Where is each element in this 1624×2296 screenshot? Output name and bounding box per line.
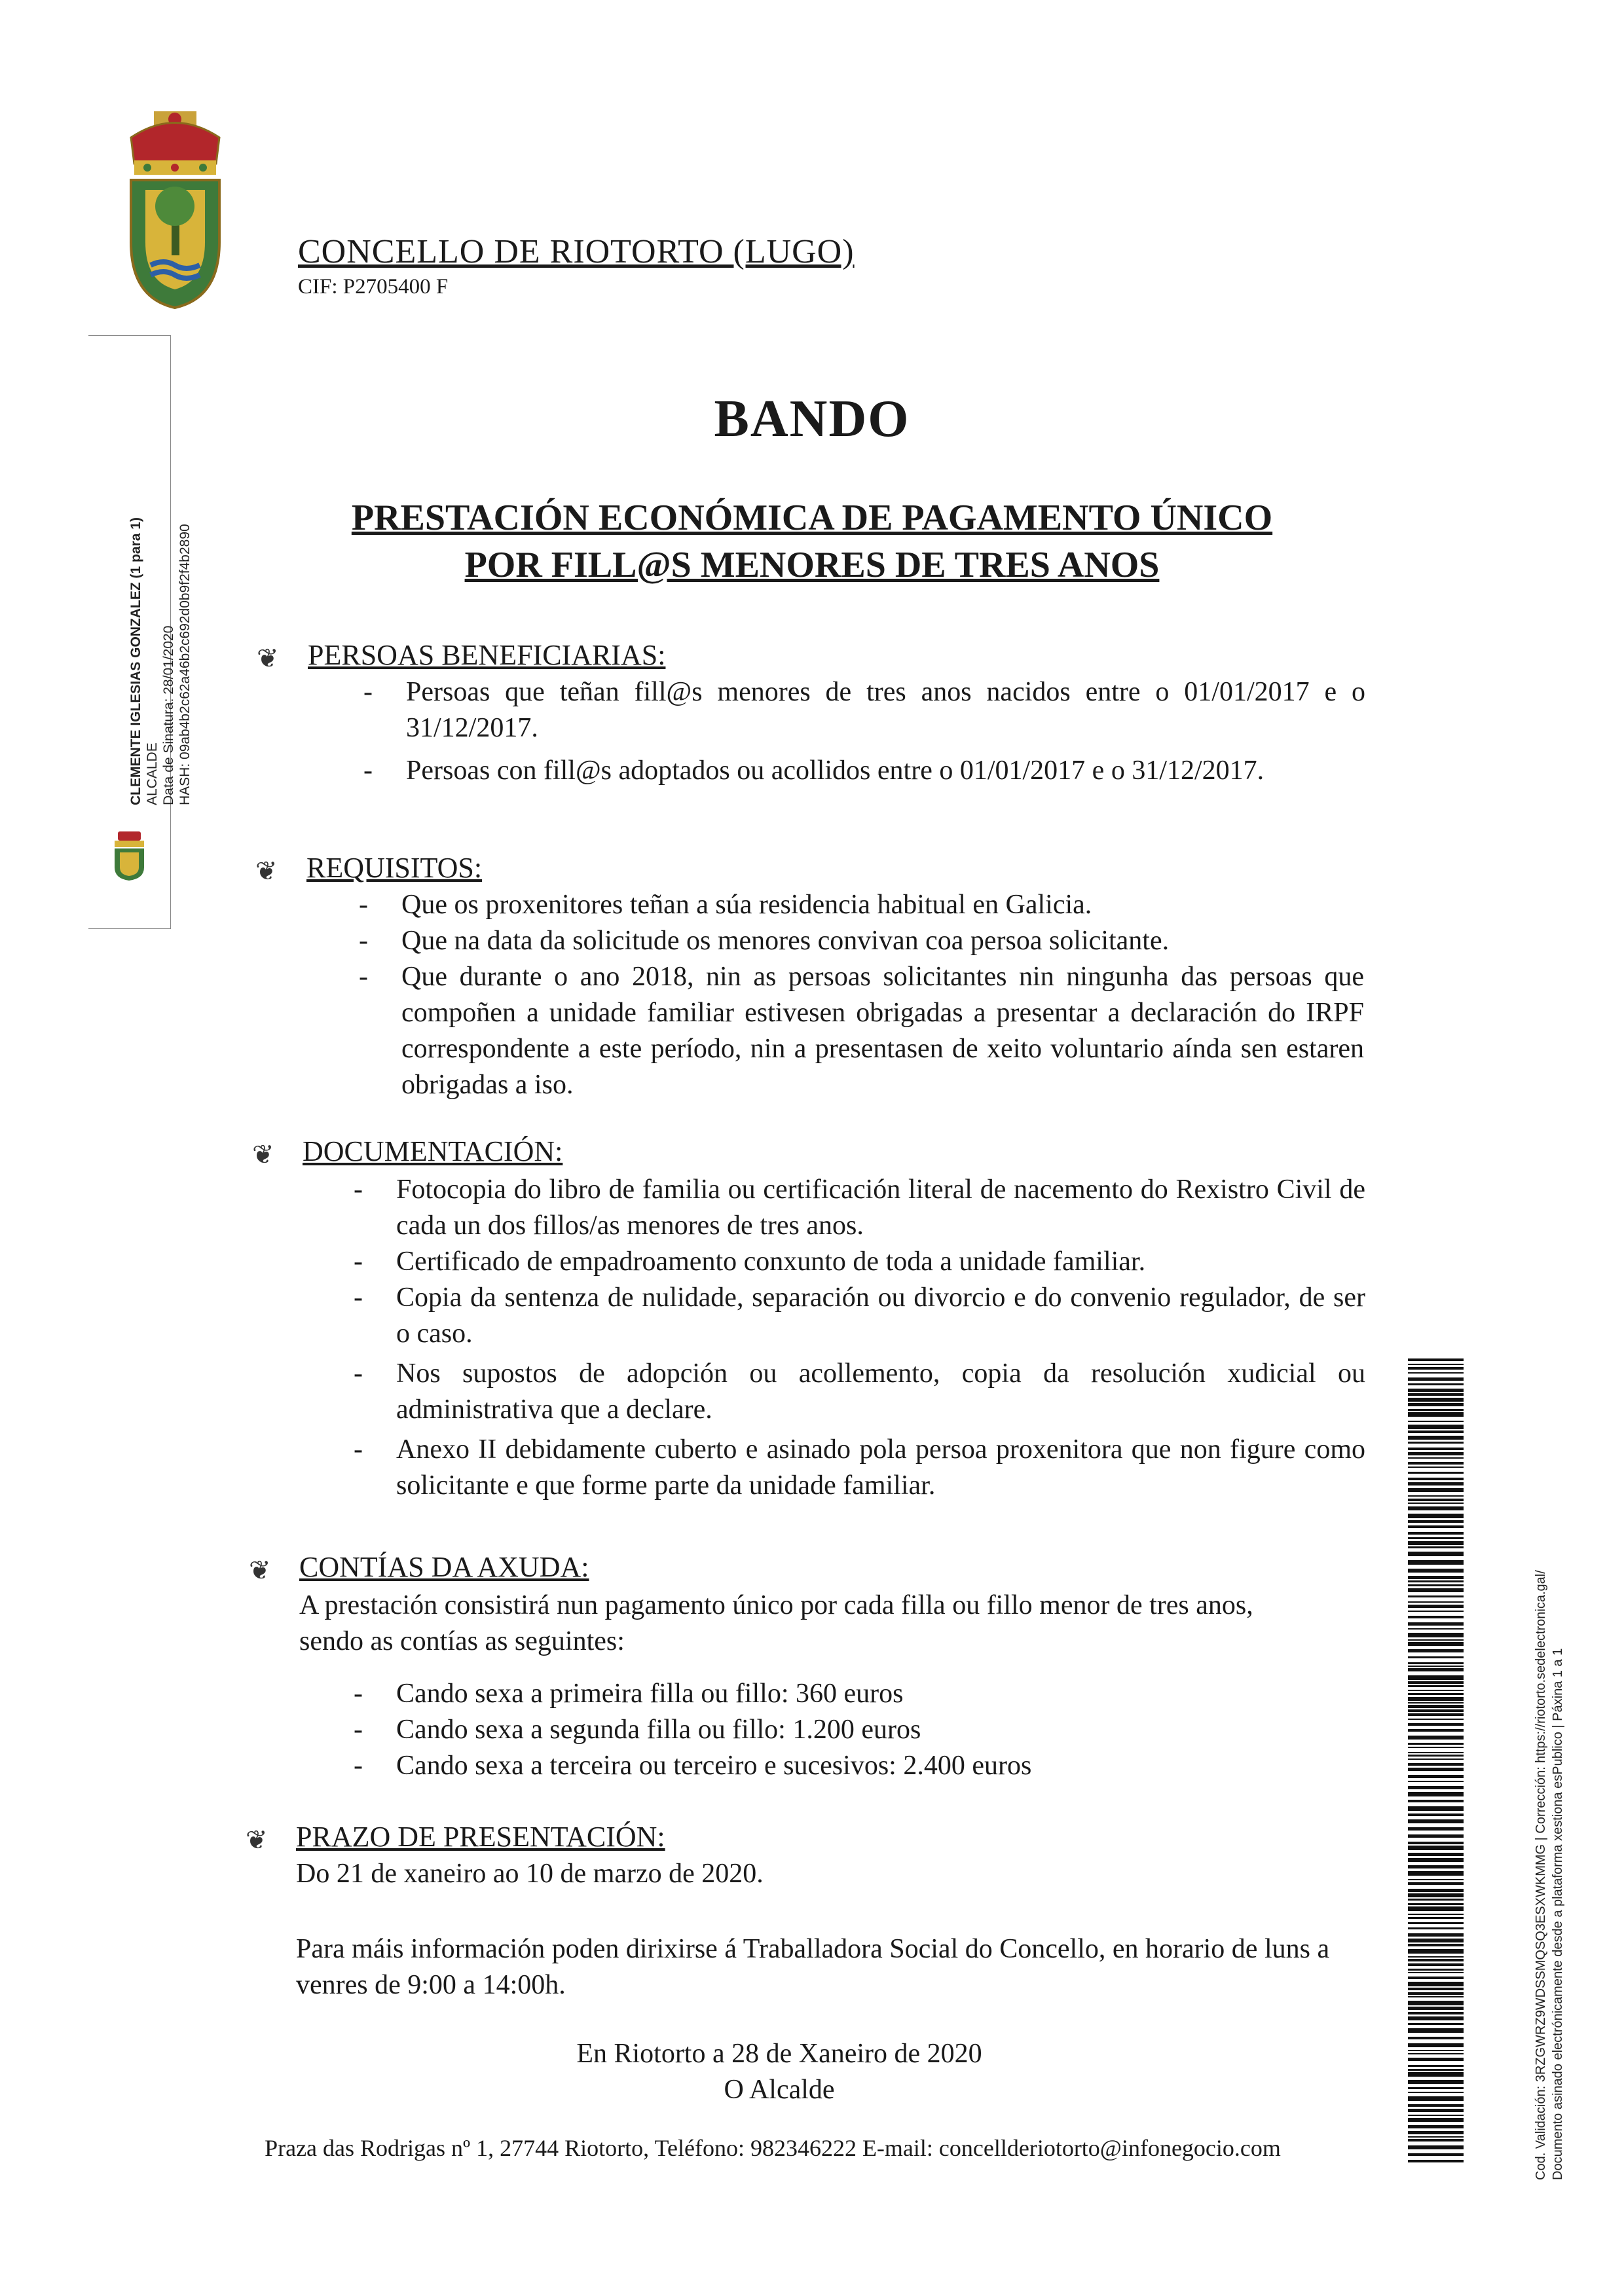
barcode-bar [1408, 1702, 1464, 1704]
barcode-bar [1408, 1988, 1464, 1990]
list-item: - Cando sexa a terceira ou terceiro e sucesivos: 2.400 euros [354, 1748, 1362, 1784]
barcode-bar [1408, 1403, 1464, 1406]
barcode-bar [1408, 1499, 1464, 1501]
barcode-bar [1408, 1452, 1464, 1455]
barcode-bar [1408, 1642, 1464, 1646]
barcode-bar [1408, 2065, 1464, 2067]
list-item: - Persoas con fill@s adoptados ou acollidos entre o 01/01/2017 e o 31/12/2017. [363, 753, 1365, 789]
subtitle-line-1: PRESTACIÓN ECONÓMICA DE PAGAMENTO ÚNICO [351, 498, 1273, 538]
barcode-bar [1408, 1377, 1464, 1381]
barcode-bar [1408, 1842, 1464, 1844]
footer-address: Praza das Rodrigas nº 1, 27744 Riotorto, Teléfono: 982346222 E-mail: concellderiotorto@infonegocio.com [265, 2135, 1281, 2161]
barcode-bar [1408, 2007, 1464, 2010]
barcode-bar [1408, 1569, 1464, 1573]
barcode-bar [1408, 1482, 1464, 1485]
barcode-bar [1408, 2145, 1464, 2149]
barcode-bar [1408, 1719, 1464, 1720]
list-item: - Que os proxenitores teñan a súa residencia habitual en Galicia. [359, 887, 1364, 923]
barcode-bar [1408, 1448, 1464, 1450]
barcode-bar [1408, 2109, 1464, 2112]
barcode-bar [1408, 1879, 1464, 1880]
barcode-bar [1408, 1383, 1464, 1385]
barcode-bar [1408, 1906, 1464, 1911]
barcode-bar [1408, 1537, 1464, 1539]
barcode-bar [1408, 1685, 1464, 1687]
list-item: - Persoas que teñan fill@s menores de tres anos nacidos entre o 01/01/2017 e o 31/12/2017. [363, 674, 1365, 746]
list-item: - Nos supostos de adopción ou acollemento, copia da resolución xudicial ou administrativa que a declare. [354, 1356, 1365, 1428]
barcode-bar [1408, 1899, 1464, 1901]
barcode-bar [1408, 1747, 1464, 1748]
barcode-bar [1408, 1819, 1464, 1823]
barcode-bar [1408, 2096, 1464, 2101]
barcode-bar [1408, 1622, 1464, 1626]
barcode-bar [1408, 1584, 1464, 1586]
list-item: - Anexo II debidamente cuberto e asinado pola persoa proxenitora que non figure como solicitante e que forme parte da unidade familiar. [354, 1432, 1365, 1504]
municipal-crest [118, 111, 232, 311]
barcode-bar [1408, 1425, 1464, 1429]
list-item: - Cando sexa a segunda filla ou fillo: 1.200 euros [354, 1712, 1362, 1748]
barcode-bar [1408, 1560, 1464, 1565]
barcode-bar [1408, 2115, 1464, 2116]
barcode-bar [1408, 1656, 1464, 1658]
barcode-bar [1408, 1576, 1464, 1579]
validation-line-1: Cod. Validación: 3RZGWRZ9WDSSMQSQ3ESXWKMMG | Corrección: https://riotorto.sedelectronica.gal/ [1534, 1570, 1548, 2180]
contias-intro: A prestación consistirá nun pagamento único por cada filla ou fillo menor de tres anos, sendo as contías as seguintes: [299, 1590, 1253, 1656]
signature-role: ALCALDE [145, 742, 160, 805]
section-heading-beneficiarias: PERSOAS BENEFICIARIAS: [308, 639, 666, 671]
barcode-bar [1408, 1503, 1464, 1504]
barcode-bar [1408, 1781, 1464, 1782]
barcode-bar [1408, 1786, 1464, 1789]
barcode-bar [1408, 1662, 1464, 1664]
barcode-bar [1408, 1758, 1464, 1760]
list-item: - Copia da sentenza de nulidade, separación ou divorcio e do convenio regulador, de ser o caso. [354, 1280, 1365, 1352]
barcode-bar [1408, 1917, 1464, 1919]
barcode-bar [1408, 1532, 1464, 1535]
barcode-bar [1408, 1367, 1464, 1370]
barcode-bar [1408, 1393, 1464, 1396]
prazo-dates: Do 21 de xaneiro ao 10 de marzo de 2020. [296, 1859, 764, 1889]
signature-date: Data de Sinatura: 28/01/2020 [161, 625, 176, 805]
barcode-bar [1408, 1409, 1464, 1411]
organization-title: CONCELLO DE RIOTORTO (LUGO) [298, 233, 855, 270]
barcode-bar [1408, 1690, 1464, 1691]
barcode-bar [1408, 1977, 1464, 1979]
barcode-bar [1408, 1693, 1464, 1695]
barcode [1408, 1358, 1464, 2164]
barcode-bar [1408, 1768, 1464, 1771]
barcode-bar [1408, 1389, 1464, 1392]
list-item: - Que na data da solicitude os menores convivan coa persoa solicitante. [359, 923, 1364, 959]
signature-name: CLEMENTE IGLESIAS GONZALEZ (1 para 1) [128, 517, 143, 805]
closing-signer: O Alcalde [724, 2075, 835, 2105]
barcode-bar [1408, 1506, 1464, 1510]
barcode-bar [1408, 1933, 1464, 1937]
list-item: - Que durante o ano 2018, nin as persoas solicitantes nin ningunha das persoas que compoñen a unidade familiar estivesen obrigadas a presentar a declaración do IRPF correspondente a este período, nin a presentasen de xeito voluntario aínda sen estaren obrigadas a iso. [359, 959, 1364, 1103]
barcode-bar [1408, 1792, 1464, 1796]
barcode-bar [1408, 1525, 1464, 1528]
barcode-bar [1408, 1364, 1464, 1365]
barcode-bar [1408, 1633, 1464, 1637]
barcode-bar [1408, 1495, 1464, 1497]
barcode-bar [1408, 1982, 1464, 1986]
closing-place-date: En Riotorto a 28 de Xaneiro de 2020 [576, 2039, 982, 2069]
barcode-bar [1408, 1939, 1464, 1942]
barcode-bar [1408, 2058, 1464, 2061]
barcode-bar [1408, 2012, 1464, 2014]
fleuron-icon: ❦ [255, 856, 278, 886]
signature-crest-icon [98, 831, 160, 881]
section-heading-requisitos: REQUISITOS: [306, 852, 483, 884]
fleuron-icon: ❦ [249, 1556, 271, 1585]
subtitle-line-2: POR FILL@S MENORES DE TRES ANOS [464, 545, 1160, 585]
barcode-bar [1408, 2069, 1464, 2071]
barcode-bar [1408, 2001, 1464, 2005]
barcode-bar [1408, 1858, 1464, 1862]
barcode-bar [1408, 1595, 1464, 1597]
barcode-bar [1408, 1358, 1464, 1361]
barcode-bar [1408, 1467, 1464, 1468]
barcode-bar [1408, 1442, 1464, 1444]
documentacion-list [354, 1172, 1365, 1504]
barcode-bar [1408, 2037, 1464, 2039]
barcode-bar [1408, 1552, 1464, 1556]
barcode-bar [1408, 1681, 1464, 1684]
barcode-bar [1408, 1605, 1464, 1608]
barcode-bar [1408, 1853, 1464, 1856]
barcode-bar [1408, 1639, 1464, 1641]
barcode-bar [1408, 2028, 1464, 2033]
barcode-bar [1408, 1927, 1464, 1929]
barcode-bar [1408, 2072, 1464, 2077]
barcode-bar [1408, 1675, 1464, 1680]
barcode-bar [1408, 2160, 1464, 2162]
requisitos-list [359, 887, 1364, 1103]
barcode-bar [1408, 1436, 1464, 1440]
barcode-bar [1408, 1616, 1464, 1618]
barcode-bar [1408, 1865, 1464, 1868]
cif-number: CIF: P2705400 F [298, 275, 449, 299]
barcode-bar [1408, 1412, 1464, 1417]
barcode-bar [1408, 1996, 1464, 1997]
barcode-bar [1408, 2136, 1464, 2138]
barcode-bar [1408, 1743, 1464, 1745]
barcode-bar [1408, 1903, 1464, 1905]
barcode-bar [1408, 1580, 1464, 1582]
info-paragraph: Para máis información poden dirixirse á Traballadora Social do Concello, en horario de luns a venres de 9:00 a 14:00h. [296, 1934, 1330, 2000]
barcode-bar [1408, 1800, 1464, 1802]
barcode-bar [1408, 1882, 1464, 1885]
barcode-bar [1408, 1398, 1464, 1402]
contias-list [354, 1676, 1362, 1784]
barcode-bar [1408, 2053, 1464, 2054]
barcode-bar [1408, 1520, 1464, 1523]
validation-line-2: Documento asinado electrónicamente desde a plataforma xestiona esPublico | Páxina 1 a 1 [1551, 1648, 1565, 2180]
barcode-bar [1408, 1729, 1464, 1732]
section-heading-prazo: PRAZO DE PRESENTACIÓN: [296, 1821, 665, 1853]
fleuron-icon: ❦ [246, 1825, 268, 1855]
barcode-bar [1408, 2016, 1464, 2020]
barcode-bar [1408, 1889, 1464, 1892]
barcode-bar [1408, 2153, 1464, 2156]
barcode-bar [1408, 1430, 1464, 1433]
barcode-bar [1408, 1713, 1464, 1716]
barcode-bar [1408, 1956, 1464, 1958]
barcode-bar [1408, 1723, 1464, 1726]
barcode-bar [1408, 2092, 1464, 2093]
signature-hash: HASH: 09ab4b2c62a46b2c692d0b9f2f4b2890 [177, 524, 193, 805]
list-item: - Certificado de empadroamento conxunto de toda a unidade familiar. [354, 1244, 1365, 1280]
barcode-bar [1408, 1972, 1464, 1973]
barcode-bar [1408, 1611, 1464, 1612]
barcode-bar [1408, 1922, 1464, 1924]
barcode-bar [1408, 1893, 1464, 1897]
barcode-bar [1408, 1649, 1464, 1652]
barcode-bar [1408, 1709, 1464, 1712]
barcode-bar [1408, 1666, 1464, 1667]
section-heading-contias: CONTÍAS DA AXUDA: [299, 1551, 589, 1583]
barcode-bar [1408, 1462, 1464, 1465]
barcode-bar [1408, 2023, 1464, 2025]
barcode-bar [1408, 1736, 1464, 1740]
barcode-bar [1408, 1969, 1464, 1971]
barcode-bar [1408, 1992, 1464, 1995]
barcode-bar [1408, 2043, 1464, 2047]
beneficiarias-list [363, 674, 1365, 789]
barcode-bar [1408, 2139, 1464, 2141]
list-item: - Fotocopia do libro de familia ou certificación literal de nacemento do Rexistro Civil de cada un dos fillos/as menores de tres anos. [354, 1172, 1365, 1244]
barcode-bar [1408, 1763, 1464, 1766]
document-title: BANDO [714, 390, 910, 448]
document-subtitle [0, 494, 1624, 589]
barcode-bar [1408, 1628, 1464, 1630]
barcode-bar [1408, 1914, 1464, 1915]
barcode-bar [1408, 1871, 1464, 1876]
barcode-bar [1408, 2104, 1464, 2107]
barcode-bar [1408, 1705, 1464, 1708]
barcode-bar [1408, 1846, 1464, 1850]
barcode-bar [1408, 1944, 1464, 1946]
barcode-bar [1408, 2080, 1464, 2084]
barcode-bar [1408, 2087, 1464, 2089]
barcode-bar [1408, 1668, 1464, 1671]
barcode-bar [1408, 1601, 1464, 1603]
barcode-bar [1408, 2131, 1464, 2134]
barcode-bar [1408, 1421, 1464, 1422]
barcode-bar [1408, 1457, 1464, 1459]
barcode-bar [1408, 1546, 1464, 1548]
barcode-bar [1408, 2050, 1464, 2051]
list-item: - Cando sexa a primeira filla ou fillo: 360 euros [354, 1676, 1362, 1712]
barcode-bar [1408, 1478, 1464, 1480]
barcode-bar [1408, 1949, 1464, 1954]
barcode-bar [1408, 1806, 1464, 1811]
barcode-bar [1408, 1514, 1464, 1518]
barcode-bar [1408, 2125, 1464, 2128]
barcode-bar [1408, 1963, 1464, 1966]
barcode-bar [1408, 1755, 1464, 1757]
fleuron-icon: ❦ [252, 1140, 274, 1169]
barcode-bar [1408, 1588, 1464, 1592]
barcode-bar [1408, 2118, 1464, 2122]
barcode-bar [1408, 1472, 1464, 1474]
barcode-bar [1408, 1541, 1464, 1545]
barcode-bar [1408, 1813, 1464, 1816]
barcode-bar [1408, 1697, 1464, 1701]
barcode-bar [1408, 1959, 1464, 1961]
section-heading-documentacion: DOCUMENTACIÓN: [303, 1135, 563, 1167]
barcode-bar [1408, 1488, 1464, 1492]
barcode-bar [1408, 1834, 1464, 1838]
barcode-bar [1408, 1752, 1464, 1753]
barcode-bar [1408, 1827, 1464, 1831]
barcode-bar [1408, 1775, 1464, 1778]
fleuron-icon: ❦ [257, 644, 279, 673]
barcode-bar [1408, 1372, 1464, 1374]
